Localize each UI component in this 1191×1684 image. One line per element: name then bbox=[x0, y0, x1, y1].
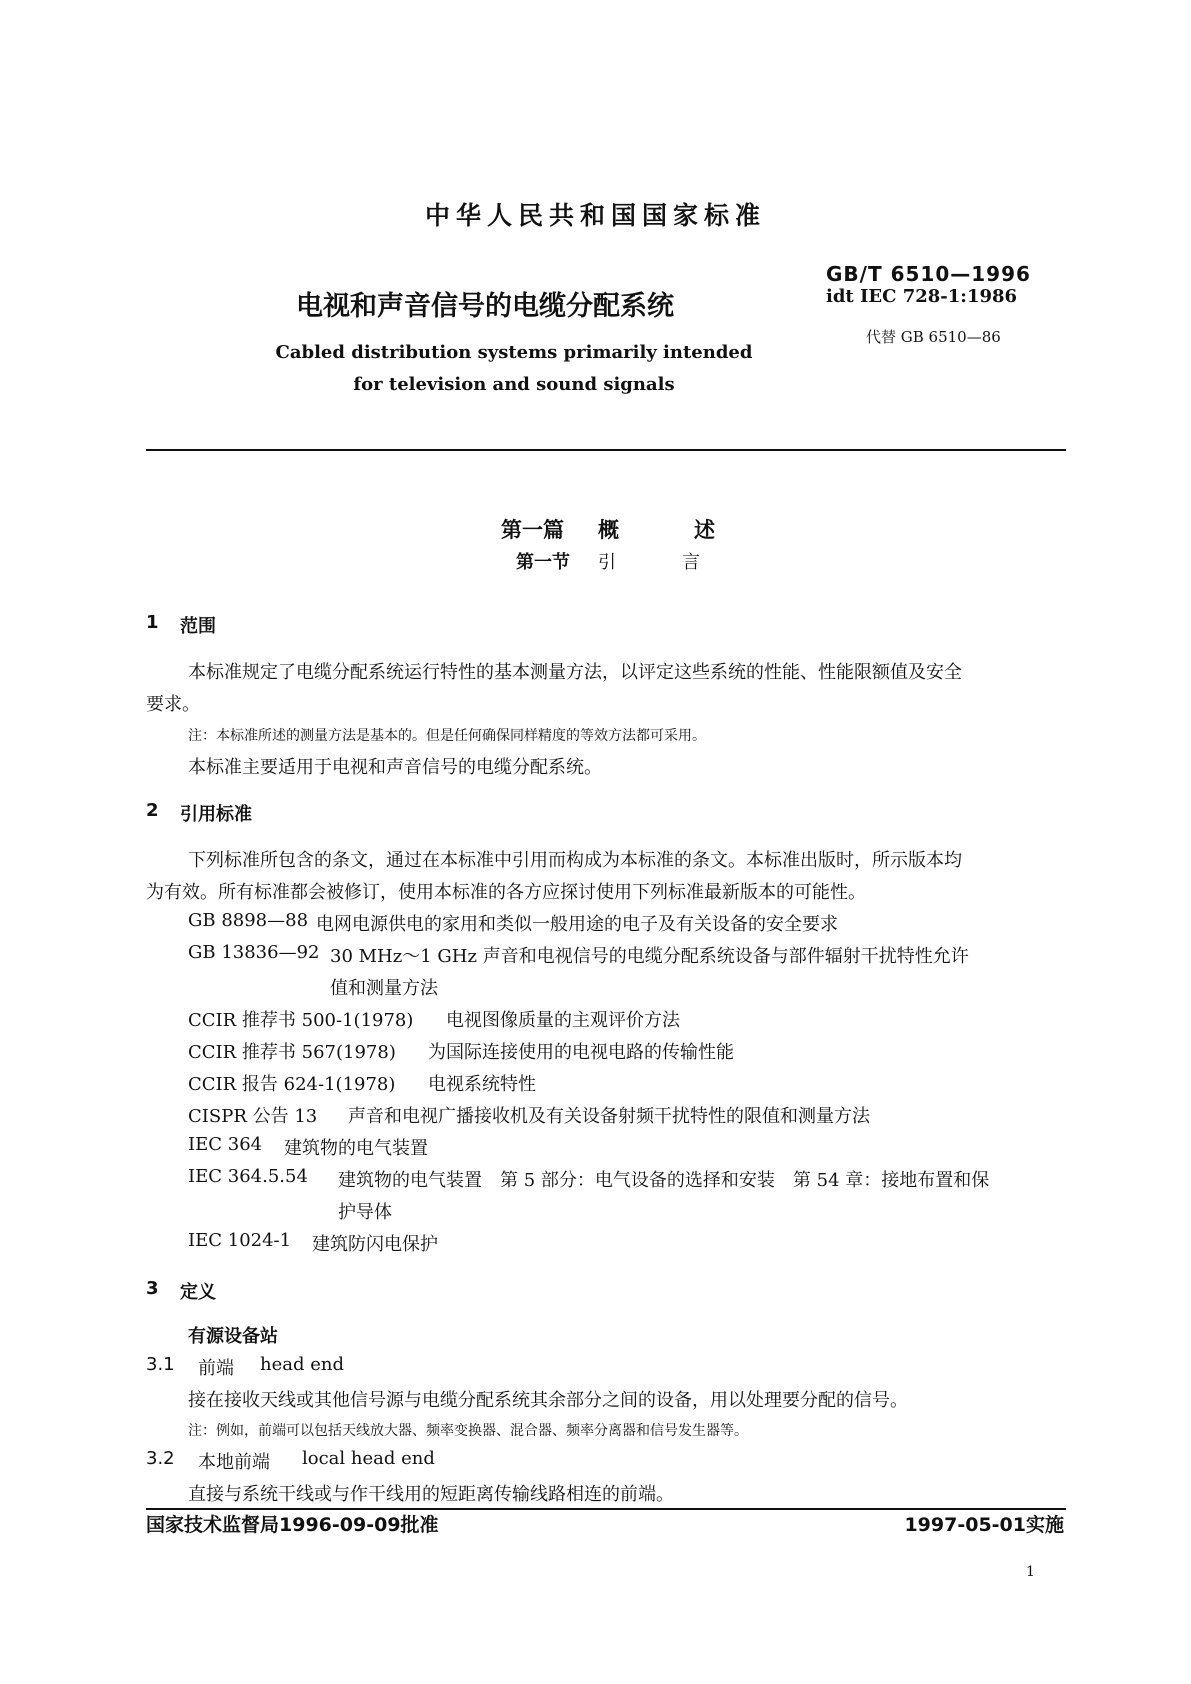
def-3-1-note: 注：例如，前端可以包括天线放大器、频率变换器、混合器、频率分离器和信号发生器等。 bbox=[188, 1423, 748, 1439]
clause-1-title: 范围 bbox=[180, 616, 216, 637]
ref-title: 建筑物的电气装置 bbox=[284, 1138, 428, 1159]
def-3-2-number: 3.2 bbox=[146, 1448, 175, 1469]
ref-code: GB 8898—88 bbox=[188, 910, 309, 931]
def-3-1-term: 前端 bbox=[198, 1358, 234, 1379]
clause-1-number: 1 bbox=[146, 612, 159, 633]
ref-title: 建筑防闪电保护 bbox=[312, 1234, 438, 1255]
clause-2-number: 2 bbox=[146, 800, 159, 821]
def-3-2-term: 本地前端 bbox=[198, 1452, 270, 1473]
section-label: 第一节 bbox=[516, 552, 570, 573]
ref-code: CCIR 推荐书 500-1(1978) bbox=[188, 1010, 414, 1031]
def-3-2-term-en: local head end bbox=[302, 1448, 435, 1469]
clause-2-para-line1: 下列标准所包含的条文，通过在本标准中引用而构成为本标准的条文。本标准出版时，所示版本均 bbox=[188, 850, 962, 871]
def-3-1-number: 3.1 bbox=[146, 1354, 175, 1375]
approval-line: 国家技术监督局1996-09-09批准 bbox=[146, 1514, 439, 1536]
clause-1-para1-line2: 要求。 bbox=[146, 694, 200, 715]
document-title-en-line1: Cabled distribution systems primarily intended bbox=[275, 342, 753, 363]
ref-code: CISPR 公告 13 bbox=[188, 1106, 318, 1127]
ref-code: IEC 364.5.54 bbox=[188, 1166, 308, 1187]
clause-2-para-line2: 为有效。所有标准都会被修订，使用本标准的各方应探讨使用下列标准最新版本的可能性。 bbox=[146, 882, 866, 903]
clause-1-para2: 本标准主要适用于电视和声音信号的电缆分配系统。 bbox=[188, 757, 602, 778]
effective-date: 1997-05-01实施 bbox=[904, 1514, 1064, 1536]
ref-title-continued: 护导体 bbox=[338, 1202, 392, 1223]
ref-code: CCIR 报告 624-1(1978) bbox=[188, 1074, 396, 1095]
ref-title: 声音和电视广播接收机及有关设备射频干扰特性的限值和测量方法 bbox=[348, 1106, 870, 1127]
ref-code: IEC 364 bbox=[188, 1134, 263, 1155]
standard-number: GB/T 6510—1996 bbox=[826, 262, 1031, 286]
ref-title: 电网电源供电的家用和类似一般用途的电子及有关设备的安全要求 bbox=[316, 914, 838, 935]
ref-title-continued: 值和测量方法 bbox=[330, 978, 438, 999]
idt-reference: idt IEC 728-1:1986 bbox=[826, 286, 1018, 307]
replaces-note: 代替 GB 6510—86 bbox=[866, 328, 1001, 346]
clause-3-number: 3 bbox=[146, 1278, 159, 1299]
ref-code: IEC 1024-1 bbox=[188, 1230, 292, 1251]
ref-title: 电视系统特性 bbox=[428, 1074, 536, 1095]
section-title-char1: 引 bbox=[598, 552, 616, 573]
ref-title: 30 MHz～1 GHz 声音和电视信号的电缆分配系统设备与部件辐射干扰特性允许 bbox=[330, 946, 969, 967]
document-title-cn: 电视和声音信号的电缆分配系统 bbox=[296, 291, 674, 322]
def-3-2-definition: 直接与系统干线或与作干线用的短距离传输线路相连的前端。 bbox=[188, 1484, 674, 1505]
def-3-1-term-en: head end bbox=[260, 1354, 344, 1375]
part-label: 第一篇 bbox=[501, 518, 564, 542]
ref-title: 建筑物的电气装置 第 5 部分：电气设备的选择和安装 第 54 章：接地布置和保 bbox=[338, 1170, 990, 1191]
clause-3-title: 定义 bbox=[180, 1282, 216, 1303]
part-title-char2: 述 bbox=[694, 518, 715, 542]
header-divider bbox=[146, 449, 1066, 451]
section-title-char2: 言 bbox=[682, 552, 700, 573]
ref-title: 为国际连接使用的电视电路的传输性能 bbox=[428, 1042, 734, 1063]
national-standard-heading: 中华人民共和国国家标准 bbox=[424, 201, 766, 230]
clause-1-para1-line1: 本标准规定了电缆分配系统运行特性的基本测量方法，以评定这些系统的性能、性能限额值及安全 bbox=[188, 662, 962, 683]
document-title-en-line2: for television and sound signals bbox=[353, 374, 675, 395]
ref-code: CCIR 推荐书 567(1978) bbox=[188, 1042, 396, 1063]
clause-2-title: 引用标准 bbox=[180, 804, 252, 825]
clause-1-note: 注：本标准所述的测量方法是基本的。但是任何确保同样精度的等效方法都可采用。 bbox=[188, 728, 706, 744]
page-number: 1 bbox=[1026, 1564, 1035, 1580]
def-3-1-definition: 接在接收天线或其他信号源与电缆分配系统其余部分之间的设备，用以处理要分配的信号。 bbox=[188, 1390, 908, 1411]
clause-3-subtitle: 有源设备站 bbox=[188, 1326, 278, 1347]
part-title-char1: 概 bbox=[598, 518, 619, 542]
ref-title: 电视图像质量的主观评价方法 bbox=[446, 1010, 680, 1031]
ref-code: GB 13836—92 bbox=[188, 942, 320, 963]
